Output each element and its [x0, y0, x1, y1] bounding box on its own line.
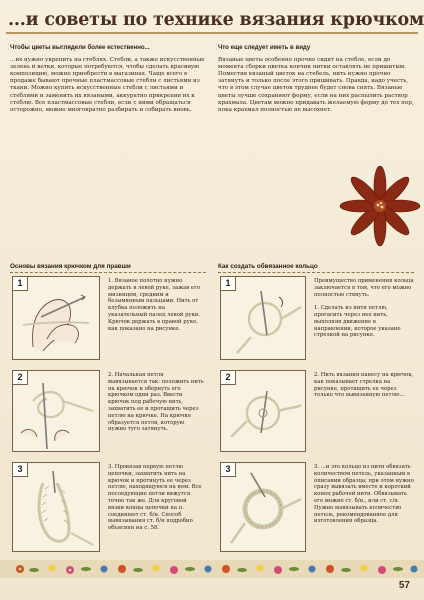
right-block-text: Вязаные цветы особенно прочно сидят на стебле, если до момента сборки цветка кончик нитки оставлять не пришитым. Поместив вязаный цветок на стебель, нить нужно прочно затянуть и только после этого пришивать. Правда, надо учесть, что в этом случае цветок труднее будет снова снять. Вязаные цветы лучше сохраняют форму, если на них распылить раствор крахмала. Цветам можно придавать желаемую форму до тех пор, пока крахмал полностью не высохнет.: [218, 57, 414, 113]
page-title: [8, 6, 424, 34]
right-step-3-caption: 3. ...и это кольцо из нити обвязать количеством петель, указанным в описании образца; при этом нужно сразу вывязать вместе и короткий конец рабочей нити. Обвязывать его можно ст. б/н., или ст. с/н. Нужно вывязывать количество петель, рекомендованное для изготовления образца.: [314, 464, 414, 525]
right-section-divider: [218, 272, 414, 273]
right-block-heading: Что еще следует иметь в виду: [218, 44, 311, 51]
step-number: 1: [221, 277, 236, 291]
left-block-heading: Чтобы цветы выглядели более естественно...: [10, 44, 150, 51]
right-section-heading: Как создать обвязанное кольцо: [218, 263, 318, 270]
left-step-2-illustration: [12, 370, 100, 452]
left-text-block: [10, 44, 206, 114]
title-divider: [6, 32, 418, 34]
step-number: 2: [221, 371, 236, 385]
right-step-1-caption: Преимущество применения кольца заключается в том, что его можно полностью стянуть. 1. Сделать из нити петлю, прогасить через нее нить, выполняя движение в направлении, которое указано стрелкой на рисунке.: [314, 278, 414, 339]
left-step-3-illustration: [12, 462, 100, 552]
left-section-divider: [10, 272, 206, 273]
page-number: 57: [398, 580, 410, 591]
step-number: 1: [13, 277, 28, 291]
left-section-heading: Основы вязания крючком для правши: [10, 263, 131, 270]
crochet-flower-image: [338, 164, 422, 248]
left-step-3-caption: 3. Провязав первую петлю цепочки, захватить нить на крючок и протянуть ее через петлю, находящуюся на нем. Все последующие петли вяжутся точно так же. Для круговой вязки концы цепочки на п. соединяют ст. б/н. Способ вывязывания ст. б/н подробно объяснен на с. 58.: [108, 464, 202, 532]
left-step-2-caption: 2. Начальная петля вывязывается так: положить нить на крючок и обернуть его крючком один раз. Ввести крючок под рабочую нить, захватить ее и протащить через петлю на крючке. На крючке образуется петля, которую нужно туго затянуть.: [108, 372, 204, 433]
left-block-text: ...их нужно укрепить на стеблях. Стебли, а также искусственные зелень и ветки, которые потребуются, чтобы сделать красивую композицию, можно приобрести в магазинах. Чаще всего в продаже бывают прочные пластмассовые стебли с листьями из ткани. Можно купить искусственные стебли с листьями и стеблями и заменить их вязаными, аккуратно прикрепив их к стеблю. Все пластмассовые стебли, если с ними обращаться осторожно, можно многократно разбирать и собирать вновь.: [10, 57, 205, 113]
right-step-3-illustration: [220, 462, 306, 552]
right-step-2-caption: 2. Нить вязания нанесу на крючок, как показывает стрелка на рисунке, протащить ее через только что вывязанную петлю...: [314, 372, 414, 399]
step-number: 3: [13, 463, 28, 477]
right-step-1-illustration: [220, 276, 306, 360]
floral-border: [0, 560, 424, 578]
step-number: 2: [13, 371, 28, 385]
step-number: 3: [221, 463, 236, 477]
right-step-2-illustration: [220, 370, 306, 452]
right-text-block: [218, 44, 414, 114]
left-step-1-illustration: [12, 276, 100, 360]
left-step-1-caption: 1. Вязаное полотно нужно держать в левой руке, зажав его мизинцем, средним и безымянным пальцами. Нить от клубка положить на указательный палец левой руки. Крючок держать в правой руке, как показано на рисунке.: [108, 278, 201, 332]
title-text: ...и советы по технике вязания крючком: [8, 10, 424, 30]
